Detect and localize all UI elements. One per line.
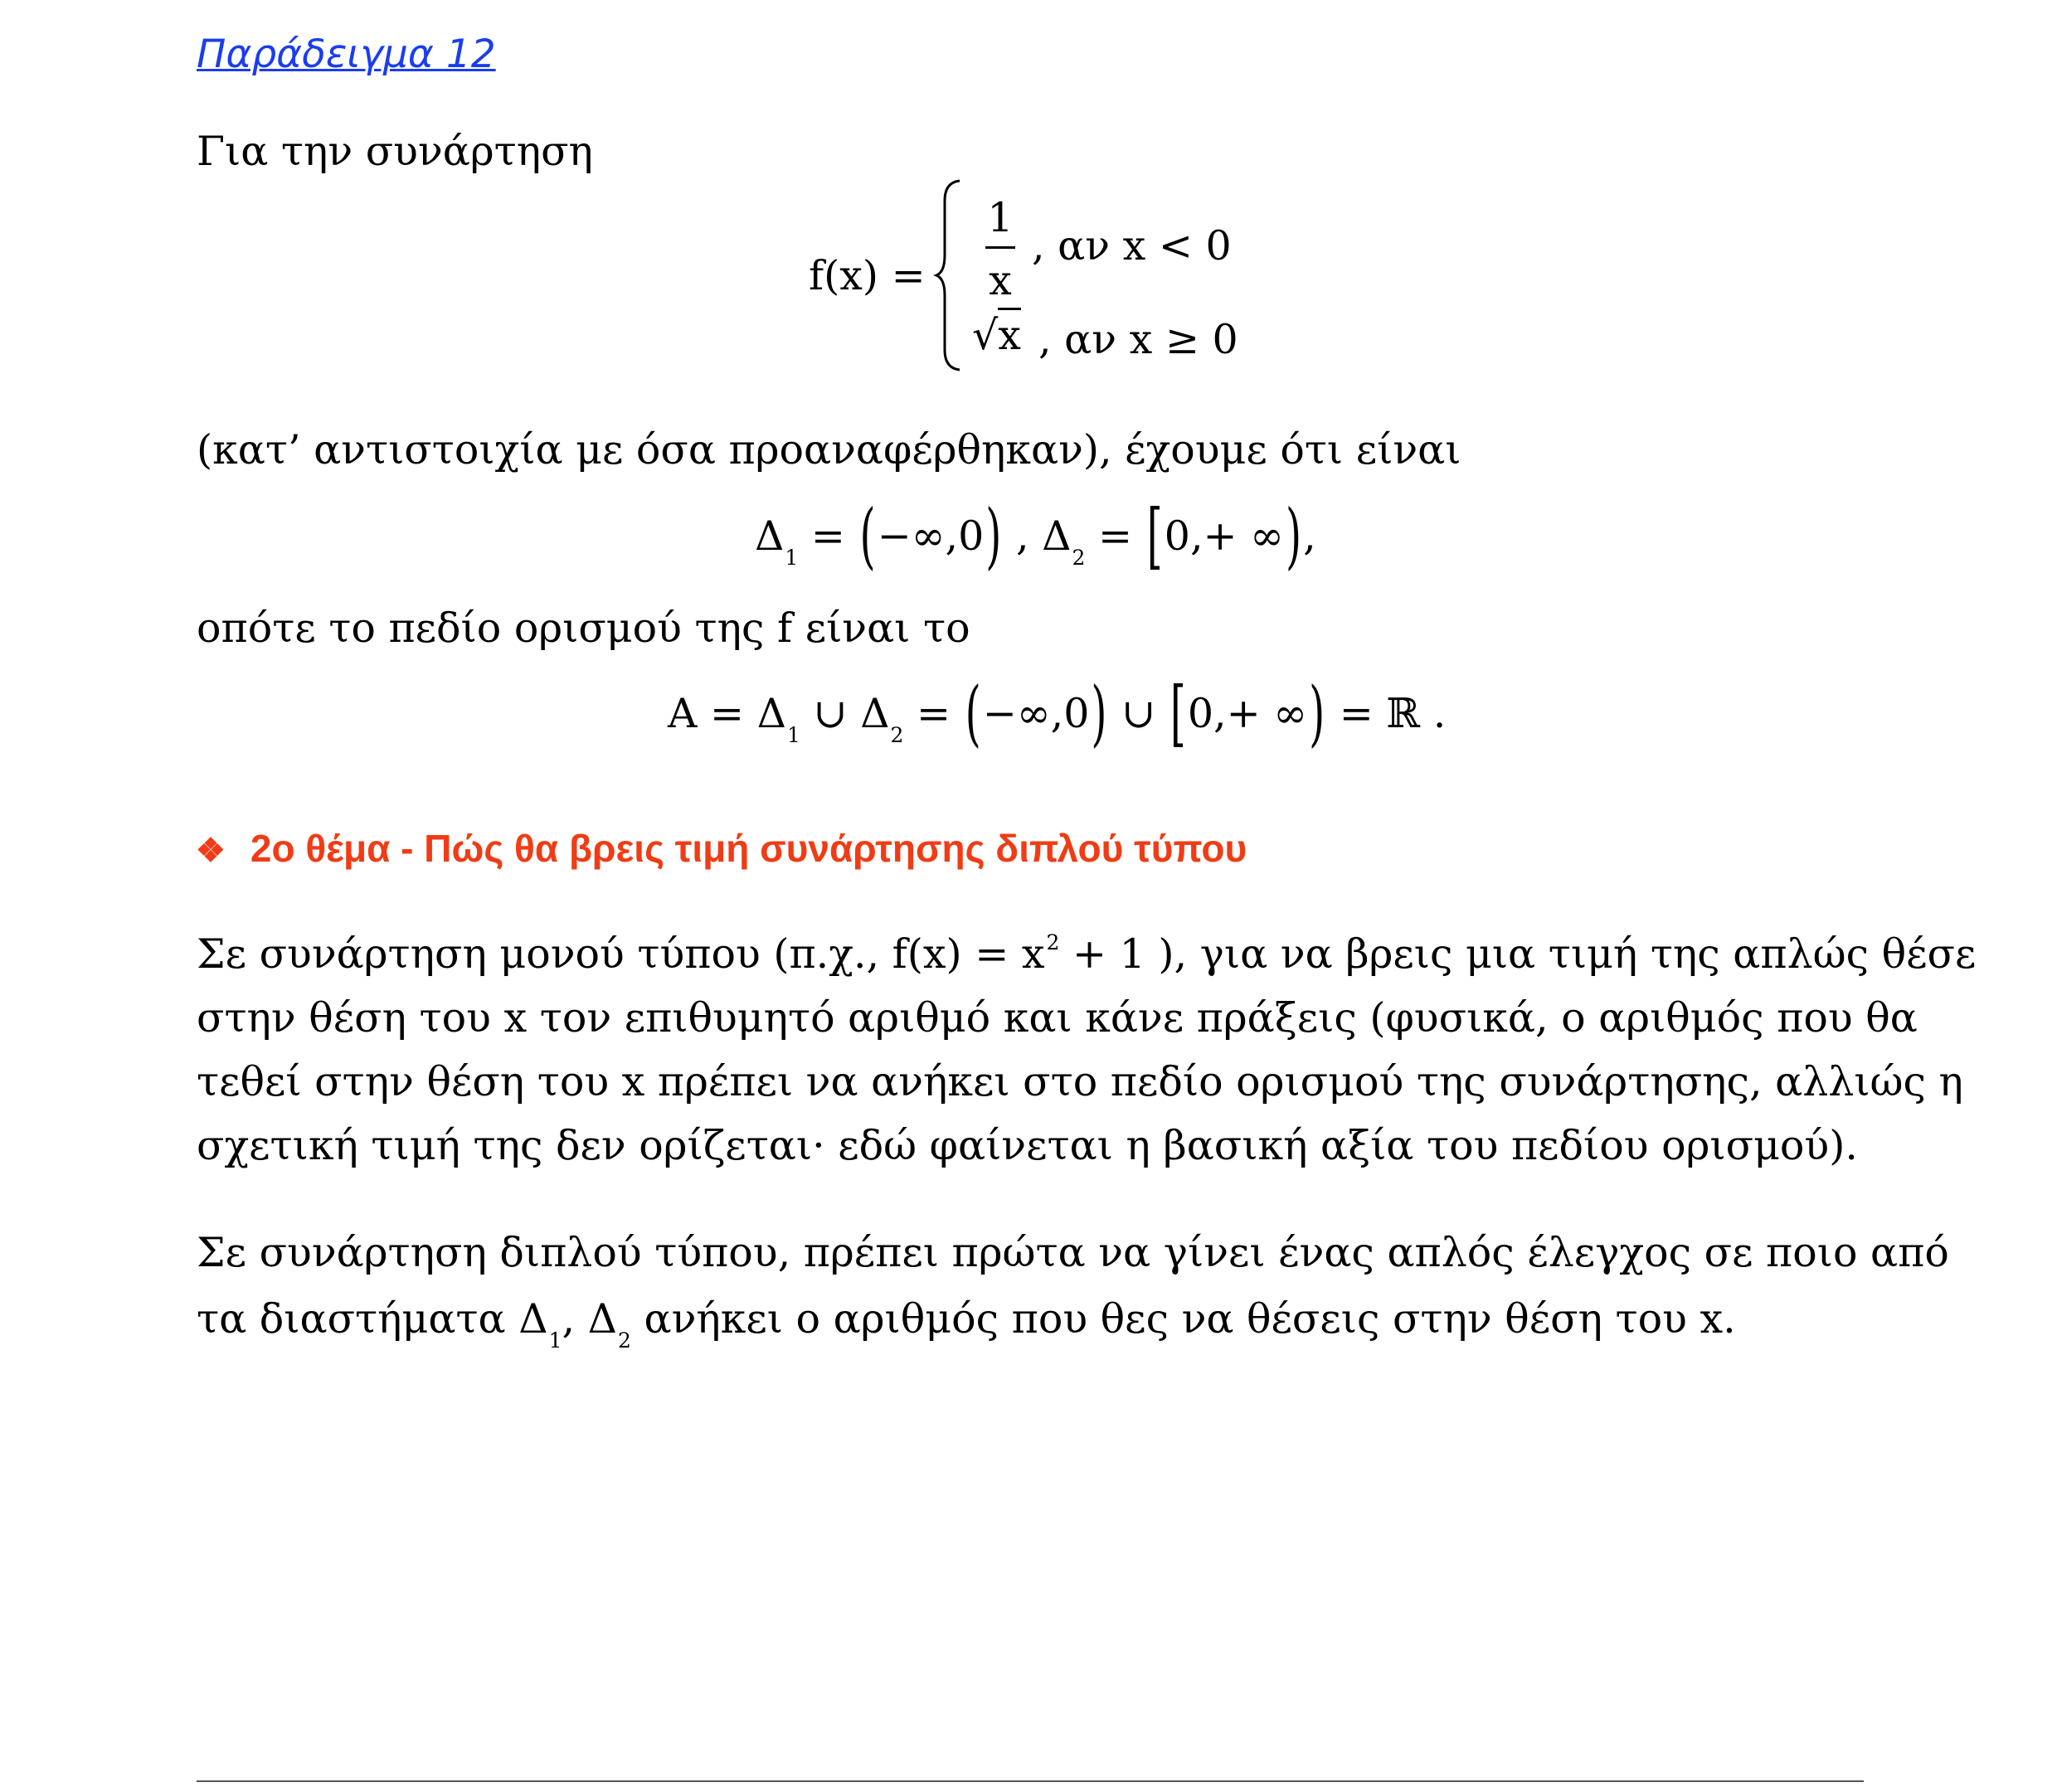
section-heading <box>196 826 1247 871</box>
domain-sentence: οπότε το πεδίο ορισμού της f είναι το <box>197 605 970 652</box>
fraction-denominator: x <box>989 257 1012 304</box>
delta-1: Δ <box>518 1295 548 1343</box>
fraction-numerator: 1 <box>987 194 1014 241</box>
para1-line4: σχετική τιμή της δεν ορίζεται· εδώ φαίνεται η βασική αξία του πεδίου ορισμού). <box>197 1122 1858 1169</box>
function-lhs: f(x) = <box>809 252 926 299</box>
after-function-text: (κατ’ αντιστοιχία με όσα προαναφέρθηκαν), έχουμε ότι είναι <box>197 426 1461 473</box>
domains-formula <box>755 494 1316 578</box>
comma: , <box>562 1295 588 1343</box>
diamond-bullet-icon: ❖ <box>196 833 226 869</box>
union: ∪ <box>1108 690 1169 737</box>
close-paren: ) <box>1285 494 1302 578</box>
equals: = <box>1085 512 1145 560</box>
open-bracket: [ <box>1170 672 1186 755</box>
case2-sqrt <box>972 312 1021 359</box>
open-bracket: [ <box>1146 494 1163 578</box>
para1-line1 <box>197 930 1977 978</box>
close-paren: ) <box>985 494 1002 578</box>
footer-divider <box>197 1780 1864 1782</box>
delta-2: Δ <box>1042 512 1072 560</box>
para2-line2-start: τα διαστήματα <box>197 1295 519 1343</box>
interval-2: 0,+ ∞ <box>1164 512 1284 560</box>
equals: = <box>798 512 858 560</box>
close-paren: ) <box>1091 672 1107 755</box>
interval-1: −∞,0 <box>877 512 985 560</box>
open-paren: ( <box>859 494 876 578</box>
para1-line1-end: + 1 ), για να βρεις μια τιμή της απλώς θέσε <box>1059 930 1977 978</box>
delta-2: Δ <box>860 690 890 737</box>
separator: , <box>1003 512 1043 560</box>
result-reals: = ℝ . <box>1326 690 1447 737</box>
close-paren: ) <box>1309 672 1325 755</box>
subscript: 2 <box>1072 546 1086 570</box>
example-title[interactable]: Παράδειγμα 12 <box>197 32 496 77</box>
union: ∪ <box>800 690 861 737</box>
delta-2: Δ <box>587 1295 618 1343</box>
subscript: 1 <box>787 723 800 747</box>
subscript: 2 <box>890 723 904 747</box>
para1-line3: τεθεί στην θέση του x πρέπει να ανήκει στο πεδίο ορισμού της συνάρτησης, αλλιώς η <box>197 1058 1963 1105</box>
para2-line2 <box>197 1295 1736 1352</box>
delta-1: Δ <box>756 690 786 737</box>
para2-line1: Σε συνάρτηση διπλού τύπου, πρέπει πρώτα να γίνει ένας απλός έλεγχος σε ποιο από <box>197 1229 1949 1276</box>
interval-1: −∞,0 <box>982 690 1090 737</box>
subscript: 1 <box>785 546 799 570</box>
equals: = <box>903 690 964 737</box>
set-a: A = <box>668 690 757 737</box>
intro-text: Για την συνάρτηση <box>197 128 593 175</box>
para1-line1-start: Σε συνάρτηση μονού τύπου (π.χ., f(x) = x <box>197 930 1045 978</box>
left-brace <box>933 176 966 375</box>
section-title: 2ο θέμα - Πώς θα βρεις τιμή συνάρτησης διπλού τύπου <box>250 827 1247 870</box>
superscript: 2 <box>1046 930 1060 954</box>
delta-1: Δ <box>755 512 785 560</box>
subscript: 2 <box>618 1328 631 1352</box>
domain-union-formula <box>668 672 1447 755</box>
subscript: 1 <box>548 1328 562 1352</box>
sqrt-sign: √ <box>972 312 999 359</box>
comma: , <box>1303 512 1316 560</box>
radicand: x <box>998 308 1021 359</box>
para1-line2: στην θέση του x τον επιθυμητό αριθμό και κάνε πράξεις (φυσικά, ο αριθμός που θα <box>197 994 1918 1042</box>
open-paren: ( <box>965 672 981 755</box>
case1-condition: , αν x < 0 <box>1032 222 1232 270</box>
interval-2: 0,+ ∞ <box>1187 690 1308 737</box>
para2-line2-end: ανήκει ο αριθμός που θες να θέσεις στην θέση του x. <box>630 1295 1736 1343</box>
case2-condition: , αν x ≥ 0 <box>1038 316 1238 363</box>
fraction-bar <box>985 246 1015 249</box>
